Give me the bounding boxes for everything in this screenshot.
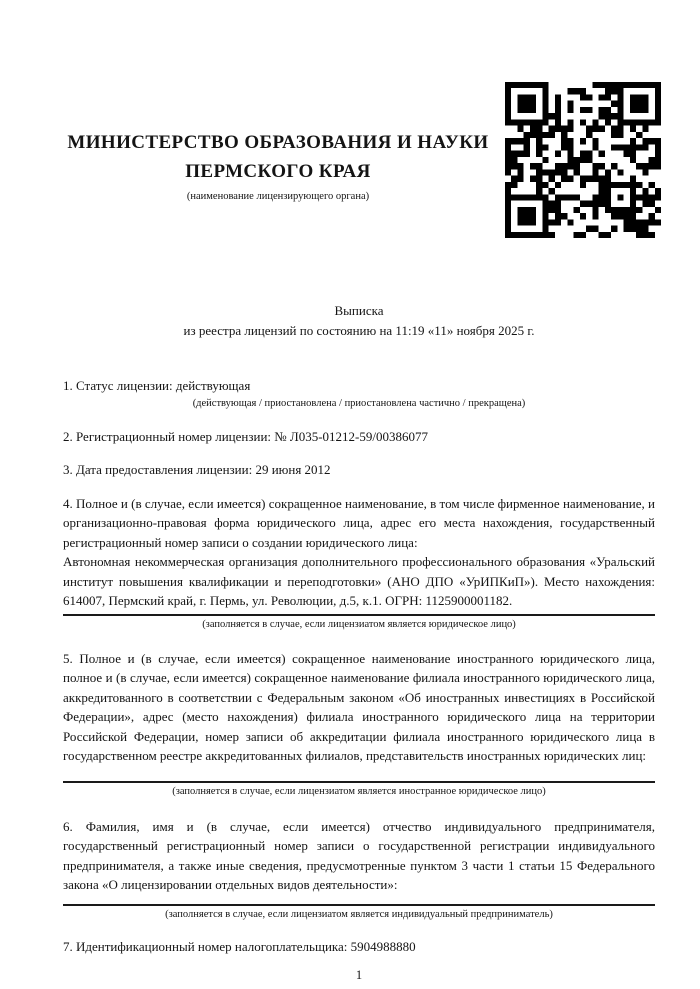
license-status-options-caption: (действующая / приостановлена / приостановлена частично / прекращена) xyxy=(192,397,526,409)
item-taxpayer-id xyxy=(63,937,655,957)
document-body xyxy=(0,301,700,983)
foreign-entity-caption: (заполняется в случае, если лицензиатом является иностранное юридическое лицо) xyxy=(172,785,546,797)
qr-code xyxy=(505,82,661,238)
qr-code-image xyxy=(505,82,661,238)
foreign-entity-underline xyxy=(63,781,655,783)
individual-entrepreneur-description: 6. Фамилия, имя и (в случае, если имеется) отчество индивидуального предпринимателя, государственный регистрационный номер записи о государственной регистрации индивидуального предпринимателя, а также иные сведения, предусмотренные пунктом 3 части 1 статьи 15 Федерального закона «О лицензировании отдельных видов деятельности»: xyxy=(63,818,655,892)
grant-date-text: 3. Дата предоставления лицензии: 29 июня 2012 xyxy=(63,462,331,477)
item-foreign-entity xyxy=(63,649,655,799)
legal-entity-caption: (заполняется в случае, если лицензиатом является юридическое лицо) xyxy=(202,618,516,630)
ministry-name-line1: МИНИСТЕРСТВО ОБРАЗОВАНИЯ И НАУКИ xyxy=(67,132,489,153)
legal-entity-underline xyxy=(63,614,655,616)
ministry-name-line2: ПЕРМСКОГО КРАЯ xyxy=(185,161,371,182)
item-legal-entity xyxy=(63,494,655,632)
item-grant-date xyxy=(63,460,655,480)
item-registration-number xyxy=(63,427,655,447)
individual-entrepreneur-caption: (заполняется в случае, если лицензиатом является индивидуальный предприниматель) xyxy=(165,908,553,920)
registration-number-text: 2. Регистрационный номер лицензии: № Л035-01212-59/00386077 xyxy=(63,428,429,444)
title-line1: Выписка xyxy=(334,303,384,318)
licensing-authority-header xyxy=(63,128,493,204)
page-number: 1 xyxy=(355,968,363,982)
title-line2: из реестра лицензий по состоянию на 11:19 «11» ноября 2025 г. xyxy=(183,322,535,338)
license-status-text: 1. Статус лицензии: действующая xyxy=(63,378,251,393)
individual-entrepreneur-underline xyxy=(63,904,655,906)
legal-entity-value: Автономная некоммерческая организация дополнительного профессионального образования «Уральский институт повышения квалификации и переподготовки» (АНО ДПО «УрИПКиП»). Место нахождения: 614007, Пермский край, г. Пермь, ул. Революции, д.5, к.1. ОГРН: 1125900001182. xyxy=(63,554,655,608)
foreign-entity-description: 5. Полное и (в случае, если имеется) сокращенное наименование иностранного юридического лица, полное и (в случае, если имеется) сокращенное наименование филиала иностранного юридического лица, аккредитованного в соответствии с Федеральным законом «Об иностранных инвестициях в Российской Федерации», адрес (место нахождения) филиала иностранного юридического лица на территории Российской Федерации, номер записи об аккредитации филиала иностранного юридического лица в государственном реестре аккредитованных филиалов, представительств иностранных юридических лиц: xyxy=(63,650,655,763)
legal-entity-description: 4. Полное и (в случае, если имеется) сокращенное наименование, в том числе фирменное наименование, и организационно-правовая форма юридического лица, адрес его места нахождения, государственный регистрационный номер записи о создании юридического лица: xyxy=(63,495,655,550)
taxpayer-id-text: 7. Идентификационный номер налогоплательщика: 5904988880 xyxy=(63,938,416,954)
ministry-caption: (наименование лицензирующего органа) xyxy=(186,191,370,202)
item-individual-entrepreneur xyxy=(63,817,655,922)
item-license-status xyxy=(63,376,655,411)
document-title xyxy=(63,301,655,340)
